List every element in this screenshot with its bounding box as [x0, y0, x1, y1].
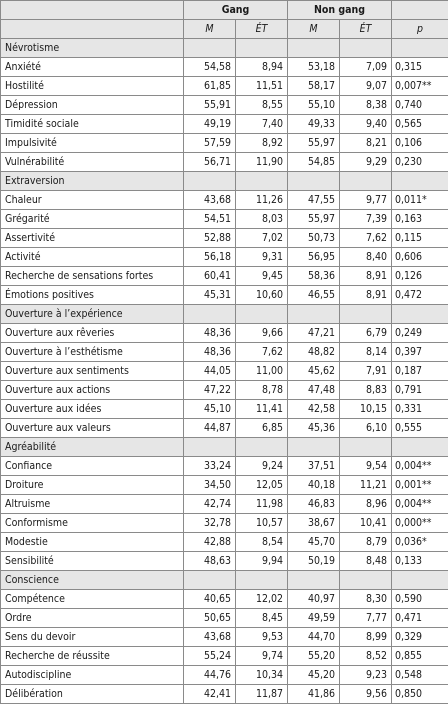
p-value-cell: 0,397 — [392, 343, 448, 362]
p-value-cell: 0,000** — [392, 514, 448, 533]
gang-et-cell: 8,55 — [236, 96, 288, 115]
p-value-cell: 0,331 — [392, 400, 448, 419]
section-empty-cell — [184, 172, 236, 191]
table-row — [1, 628, 448, 647]
trait-label: Conformisme — [1, 514, 184, 533]
nongang-m-cell: 37,51 — [288, 457, 340, 476]
nongang-m-cell: 56,95 — [288, 248, 340, 267]
gang-et-cell: 11,51 — [236, 77, 288, 96]
nongang-et-cell: 8,30 — [340, 590, 392, 609]
table-row — [1, 647, 448, 666]
gang-m-cell: 48,36 — [184, 324, 236, 343]
nongang-et-cell: 8,83 — [340, 381, 392, 400]
section-empty-cell — [236, 438, 288, 457]
section-empty-cell — [392, 305, 448, 324]
section-empty-cell — [392, 438, 448, 457]
gang-m-cell: 48,36 — [184, 343, 236, 362]
nongang-m-cell: 45,20 — [288, 666, 340, 685]
table-row — [1, 115, 448, 134]
nongang-et-cell: 10,41 — [340, 514, 392, 533]
section-empty-cell — [288, 305, 340, 324]
nongang-m-cell: 46,55 — [288, 286, 340, 305]
section-empty-cell — [340, 39, 392, 58]
trait-label: Ouverture aux valeurs — [1, 419, 184, 438]
table-row — [1, 229, 448, 248]
gang-m-cell: 47,22 — [184, 381, 236, 400]
gang-et-cell: 11,00 — [236, 362, 288, 381]
nongang-m-cell: 41,86 — [288, 685, 340, 704]
header-gang-et: ÉT — [236, 20, 288, 39]
table-row — [1, 286, 448, 305]
trait-label: Recherche de réussite — [1, 647, 184, 666]
gang-et-cell: 11,41 — [236, 400, 288, 419]
table-row — [1, 362, 448, 381]
trait-label: Confiance — [1, 457, 184, 476]
gang-m-cell: 45,10 — [184, 400, 236, 419]
trait-label: Sensibilité — [1, 552, 184, 571]
nongang-m-cell: 45,70 — [288, 533, 340, 552]
header-sub-row — [1, 20, 448, 39]
gang-m-cell: 34,50 — [184, 476, 236, 495]
gang-et-cell: 11,26 — [236, 191, 288, 210]
table-row — [1, 590, 448, 609]
p-value-cell: 0,036* — [392, 533, 448, 552]
trait-label: Ouverture à l’esthétisme — [1, 343, 184, 362]
table-row — [1, 476, 448, 495]
nongang-et-cell: 9,23 — [340, 666, 392, 685]
section-empty-cell — [288, 172, 340, 191]
nongang-et-cell: 8,21 — [340, 134, 392, 153]
gang-m-cell: 43,68 — [184, 628, 236, 647]
gang-m-cell: 42,41 — [184, 685, 236, 704]
trait-label: Hostilité — [1, 77, 184, 96]
p-value-cell: 0,850 — [392, 685, 448, 704]
header-nongang-et: ÉT — [340, 20, 392, 39]
nongang-et-cell: 8,99 — [340, 628, 392, 647]
table-row — [1, 609, 448, 628]
trait-label: Émotions positives — [1, 286, 184, 305]
header-gang-m: M — [184, 20, 236, 39]
table-row — [1, 343, 448, 362]
nongang-m-cell: 50,73 — [288, 229, 340, 248]
trait-label: Vulnérabilité — [1, 153, 184, 172]
gang-m-cell: 54,58 — [184, 58, 236, 77]
nongang-m-cell: 55,20 — [288, 647, 340, 666]
section-header-row — [1, 39, 448, 58]
section-empty-cell — [236, 39, 288, 58]
p-value-cell: 0,230 — [392, 153, 448, 172]
nongang-et-cell: 11,21 — [340, 476, 392, 495]
trait-label: Ouverture aux actions — [1, 381, 184, 400]
table-row — [1, 419, 448, 438]
table-row — [1, 685, 448, 704]
section-title: Névrotisme — [1, 39, 184, 58]
p-value-cell: 0,163 — [392, 210, 448, 229]
trait-label: Ordre — [1, 609, 184, 628]
gang-et-cell: 11,87 — [236, 685, 288, 704]
nongang-et-cell: 8,79 — [340, 533, 392, 552]
p-value-cell: 0,590 — [392, 590, 448, 609]
gang-et-cell: 9,53 — [236, 628, 288, 647]
trait-label: Activité — [1, 248, 184, 267]
gang-m-cell: 52,88 — [184, 229, 236, 248]
nongang-m-cell: 53,18 — [288, 58, 340, 77]
section-empty-cell — [392, 39, 448, 58]
nongang-m-cell: 45,36 — [288, 419, 340, 438]
section-title: Conscience — [1, 571, 184, 590]
section-empty-cell — [184, 571, 236, 590]
p-value-cell: 0,106 — [392, 134, 448, 153]
trait-label: Assertivité — [1, 229, 184, 248]
table-row — [1, 210, 448, 229]
table-row — [1, 400, 448, 419]
p-value-cell: 0,548 — [392, 666, 448, 685]
p-value-cell: 0,555 — [392, 419, 448, 438]
gang-m-cell: 50,65 — [184, 609, 236, 628]
trait-label: Timidité sociale — [1, 115, 184, 134]
nongang-m-cell: 47,21 — [288, 324, 340, 343]
section-empty-cell — [288, 438, 340, 457]
section-empty-cell — [184, 39, 236, 58]
table-row — [1, 96, 448, 115]
p-value-cell: 0,606 — [392, 248, 448, 267]
gang-et-cell: 10,34 — [236, 666, 288, 685]
header-corner — [1, 1, 184, 20]
trait-label: Ouverture aux rêveries — [1, 324, 184, 343]
nongang-et-cell: 8,91 — [340, 286, 392, 305]
section-empty-cell — [340, 571, 392, 590]
p-value-cell: 0,004** — [392, 457, 448, 476]
table-row — [1, 267, 448, 286]
gang-et-cell: 9,66 — [236, 324, 288, 343]
p-value-cell: 0,791 — [392, 381, 448, 400]
nongang-m-cell: 55,97 — [288, 210, 340, 229]
trait-label: Compétence — [1, 590, 184, 609]
nongang-et-cell: 10,15 — [340, 400, 392, 419]
trait-label: Sens du devoir — [1, 628, 184, 647]
nongang-et-cell: 7,77 — [340, 609, 392, 628]
trait-label: Altruisme — [1, 495, 184, 514]
table-body — [1, 39, 448, 704]
nongang-m-cell: 58,17 — [288, 77, 340, 96]
header-p-blank — [392, 1, 448, 20]
gang-m-cell: 44,05 — [184, 362, 236, 381]
gang-et-cell: 9,31 — [236, 248, 288, 267]
gang-et-cell: 8,94 — [236, 58, 288, 77]
table-row — [1, 324, 448, 343]
section-empty-cell — [340, 305, 392, 324]
section-header-row — [1, 571, 448, 590]
gang-et-cell: 12,05 — [236, 476, 288, 495]
gang-et-cell: 11,98 — [236, 495, 288, 514]
gang-m-cell: 54,51 — [184, 210, 236, 229]
gang-m-cell: 55,91 — [184, 96, 236, 115]
nongang-m-cell: 40,18 — [288, 476, 340, 495]
gang-m-cell: 49,19 — [184, 115, 236, 134]
gang-et-cell: 8,78 — [236, 381, 288, 400]
section-empty-cell — [184, 305, 236, 324]
section-header-row — [1, 305, 448, 324]
trait-label: Grégarité — [1, 210, 184, 229]
header-nongang: Non gang — [288, 1, 392, 20]
nongang-m-cell: 44,70 — [288, 628, 340, 647]
gang-m-cell: 45,31 — [184, 286, 236, 305]
nongang-m-cell: 46,83 — [288, 495, 340, 514]
nongang-et-cell: 9,56 — [340, 685, 392, 704]
table-row — [1, 153, 448, 172]
trait-label: Impulsivité — [1, 134, 184, 153]
trait-label: Ouverture aux idées — [1, 400, 184, 419]
gang-m-cell: 60,41 — [184, 267, 236, 286]
nongang-m-cell: 47,55 — [288, 191, 340, 210]
table-row — [1, 77, 448, 96]
nongang-et-cell: 6,79 — [340, 324, 392, 343]
p-value-cell: 0,115 — [392, 229, 448, 248]
p-value-cell: 0,855 — [392, 647, 448, 666]
trait-label: Ouverture aux sentiments — [1, 362, 184, 381]
gang-m-cell: 40,65 — [184, 590, 236, 609]
p-value-cell: 0,472 — [392, 286, 448, 305]
nongang-et-cell: 7,91 — [340, 362, 392, 381]
section-title: Ouverture à l’expérience — [1, 305, 184, 324]
p-value-cell: 0,004** — [392, 495, 448, 514]
nongang-m-cell: 54,85 — [288, 153, 340, 172]
p-value-cell: 0,001** — [392, 476, 448, 495]
section-empty-cell — [288, 571, 340, 590]
gang-m-cell: 61,85 — [184, 77, 236, 96]
trait-label: Droiture — [1, 476, 184, 495]
section-empty-cell — [236, 172, 288, 191]
nongang-et-cell: 9,29 — [340, 153, 392, 172]
header-nongang-m: M — [288, 20, 340, 39]
section-empty-cell — [236, 571, 288, 590]
nongang-m-cell: 45,62 — [288, 362, 340, 381]
p-value-cell: 0,249 — [392, 324, 448, 343]
p-value-cell: 0,471 — [392, 609, 448, 628]
gang-m-cell: 33,24 — [184, 457, 236, 476]
gang-et-cell: 9,24 — [236, 457, 288, 476]
p-value-cell: 0,315 — [392, 58, 448, 77]
section-header-row — [1, 438, 448, 457]
header-group-row — [1, 1, 448, 20]
table-row — [1, 457, 448, 476]
table-row — [1, 58, 448, 77]
gang-et-cell: 6,85 — [236, 419, 288, 438]
gang-m-cell: 48,63 — [184, 552, 236, 571]
nongang-et-cell: 8,40 — [340, 248, 392, 267]
section-empty-cell — [236, 305, 288, 324]
gang-m-cell: 42,74 — [184, 495, 236, 514]
header-label-blank — [1, 20, 184, 39]
gang-et-cell: 10,57 — [236, 514, 288, 533]
nongang-m-cell: 48,82 — [288, 343, 340, 362]
nongang-et-cell: 8,48 — [340, 552, 392, 571]
section-title: Extraversion — [1, 172, 184, 191]
gang-et-cell: 10,60 — [236, 286, 288, 305]
nongang-et-cell: 8,96 — [340, 495, 392, 514]
section-empty-cell — [392, 571, 448, 590]
p-value-cell: 0,126 — [392, 267, 448, 286]
table-row — [1, 533, 448, 552]
nongang-m-cell: 58,36 — [288, 267, 340, 286]
nongang-et-cell: 7,39 — [340, 210, 392, 229]
p-value-cell: 0,011* — [392, 191, 448, 210]
section-empty-cell — [340, 172, 392, 191]
gang-et-cell: 7,02 — [236, 229, 288, 248]
gang-et-cell: 12,02 — [236, 590, 288, 609]
nongang-et-cell: 6,10 — [340, 419, 392, 438]
gang-et-cell: 9,45 — [236, 267, 288, 286]
gang-m-cell: 56,18 — [184, 248, 236, 267]
section-empty-cell — [340, 438, 392, 457]
nongang-et-cell: 8,14 — [340, 343, 392, 362]
trait-label: Chaleur — [1, 191, 184, 210]
table-row — [1, 381, 448, 400]
table-row — [1, 495, 448, 514]
nongang-m-cell: 49,59 — [288, 609, 340, 628]
gang-m-cell: 57,59 — [184, 134, 236, 153]
nongang-et-cell: 9,07 — [340, 77, 392, 96]
gang-m-cell: 42,88 — [184, 533, 236, 552]
nongang-et-cell: 8,91 — [340, 267, 392, 286]
gang-et-cell: 9,74 — [236, 647, 288, 666]
table-row — [1, 666, 448, 685]
p-value-cell: 0,133 — [392, 552, 448, 571]
nongang-m-cell: 49,33 — [288, 115, 340, 134]
gang-et-cell: 8,54 — [236, 533, 288, 552]
p-value-cell: 0,740 — [392, 96, 448, 115]
gang-m-cell: 32,78 — [184, 514, 236, 533]
p-value-cell: 0,187 — [392, 362, 448, 381]
table-row — [1, 514, 448, 533]
nongang-et-cell: 7,62 — [340, 229, 392, 248]
table-row — [1, 552, 448, 571]
nongang-m-cell: 42,58 — [288, 400, 340, 419]
section-title: Agréabilité — [1, 438, 184, 457]
nongang-et-cell: 7,09 — [340, 58, 392, 77]
gang-et-cell: 8,03 — [236, 210, 288, 229]
gang-et-cell: 9,94 — [236, 552, 288, 571]
header-gang: Gang — [184, 1, 288, 20]
nongang-et-cell: 9,77 — [340, 191, 392, 210]
gang-et-cell: 11,90 — [236, 153, 288, 172]
trait-label: Anxiété — [1, 58, 184, 77]
trait-label: Recherche de sensations fortes — [1, 267, 184, 286]
nongang-m-cell: 55,10 — [288, 96, 340, 115]
table-row — [1, 248, 448, 267]
section-empty-cell — [288, 39, 340, 58]
gang-m-cell: 44,76 — [184, 666, 236, 685]
nongang-et-cell: 8,38 — [340, 96, 392, 115]
p-value-cell: 0,565 — [392, 115, 448, 134]
nongang-m-cell: 38,67 — [288, 514, 340, 533]
nongang-et-cell: 8,52 — [340, 647, 392, 666]
table-row — [1, 134, 448, 153]
gang-et-cell: 8,92 — [236, 134, 288, 153]
trait-label: Modestie — [1, 533, 184, 552]
p-value-cell: 0,007** — [392, 77, 448, 96]
nongang-m-cell: 47,48 — [288, 381, 340, 400]
trait-label: Dépression — [1, 96, 184, 115]
nongang-m-cell: 50,19 — [288, 552, 340, 571]
p-value-cell: 0,329 — [392, 628, 448, 647]
gang-m-cell: 55,24 — [184, 647, 236, 666]
trait-label: Délibération — [1, 685, 184, 704]
gang-et-cell: 8,45 — [236, 609, 288, 628]
gang-m-cell: 43,68 — [184, 191, 236, 210]
nongang-et-cell: 9,54 — [340, 457, 392, 476]
section-empty-cell — [184, 438, 236, 457]
nongang-m-cell: 55,97 — [288, 134, 340, 153]
gang-et-cell: 7,40 — [236, 115, 288, 134]
gang-m-cell: 56,71 — [184, 153, 236, 172]
nongang-m-cell: 40,97 — [288, 590, 340, 609]
nongang-et-cell: 9,40 — [340, 115, 392, 134]
gang-m-cell: 44,87 — [184, 419, 236, 438]
table-row — [1, 191, 448, 210]
header-p: p — [392, 20, 448, 39]
section-empty-cell — [392, 172, 448, 191]
gang-et-cell: 7,62 — [236, 343, 288, 362]
trait-label: Autodiscipline — [1, 666, 184, 685]
section-header-row — [1, 172, 448, 191]
